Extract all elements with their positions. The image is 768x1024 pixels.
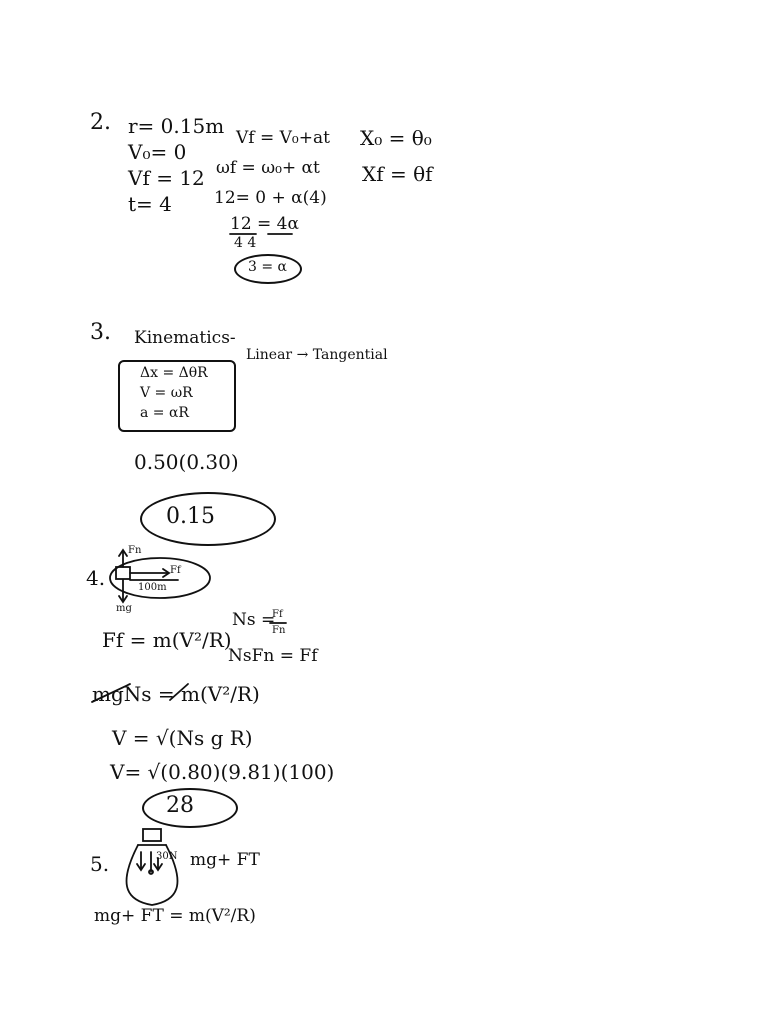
car-block <box>116 567 130 579</box>
problem-2-number: 2. <box>90 110 111 135</box>
calc-p3: 0.50(0.30) <box>134 450 239 474</box>
linear-kinematics-eq: Vf = V₀+at <box>236 128 330 148</box>
answer-p3: 0.15 <box>166 504 215 529</box>
problem-4-number: 4. <box>86 566 106 590</box>
velocity-sqrt-eq: V = √(Ns g R) <box>112 726 253 750</box>
force-sum-label: mg+ FT <box>190 850 260 870</box>
label-tension: 30N <box>156 851 178 862</box>
cancel-eq: mgNs = m(V²/R) <box>92 682 260 706</box>
angular-kinematics-eq: ωf = ω₀+ αt <box>216 158 320 178</box>
division-denominator: 4 4 <box>234 235 257 251</box>
substitution-eq: 12= 0 + α(4) <box>214 188 327 208</box>
label-normal-force: Fn <box>128 545 142 556</box>
answer-p4: 28 <box>166 793 194 818</box>
given-radius: r= 0.15m <box>128 114 225 138</box>
mapping-initial: X₀ = θ₀ <box>360 126 432 150</box>
bucket-block <box>143 829 161 841</box>
problem-5-number: 5. <box>90 852 110 876</box>
formula-arc: Δx = ΔθR <box>140 365 208 381</box>
formula-acceleration: a = αR <box>140 405 189 421</box>
problem-3-number: 3. <box>90 320 111 345</box>
mu-lhs: Ns = <box>232 610 276 630</box>
label-friction-force: Ff <box>170 565 181 576</box>
linear-tangential-relation: Linear → Tangential <box>246 347 388 363</box>
centripetal-force-eq: mg+ FT = m(V²/R) <box>94 906 256 926</box>
kinematics-heading: Kinematics- <box>134 328 236 348</box>
given-final-velocity: Vf = 12 <box>128 166 205 190</box>
mu-denominator: Fn <box>272 625 286 636</box>
mu-fn-eq: NsFn = Ff <box>228 646 318 666</box>
formula-velocity: V = ωR <box>140 385 193 401</box>
label-radius: 100m <box>138 582 167 593</box>
answer-p2: 3 = α <box>248 259 287 275</box>
mu-numerator: Ff <box>272 609 283 620</box>
velocity-numeric-eq: V= √(0.80)(9.81)(100) <box>110 760 335 784</box>
label-gravity: mg <box>116 603 132 614</box>
friction-centripetal-eq: Ff = m(V²/R) <box>102 628 232 652</box>
mapping-final: Xf = θf <box>362 162 433 186</box>
given-time: t= 4 <box>128 192 172 216</box>
division-numerator: 12 = 4α <box>230 214 299 234</box>
given-initial-velocity: V₀= 0 <box>128 140 187 164</box>
